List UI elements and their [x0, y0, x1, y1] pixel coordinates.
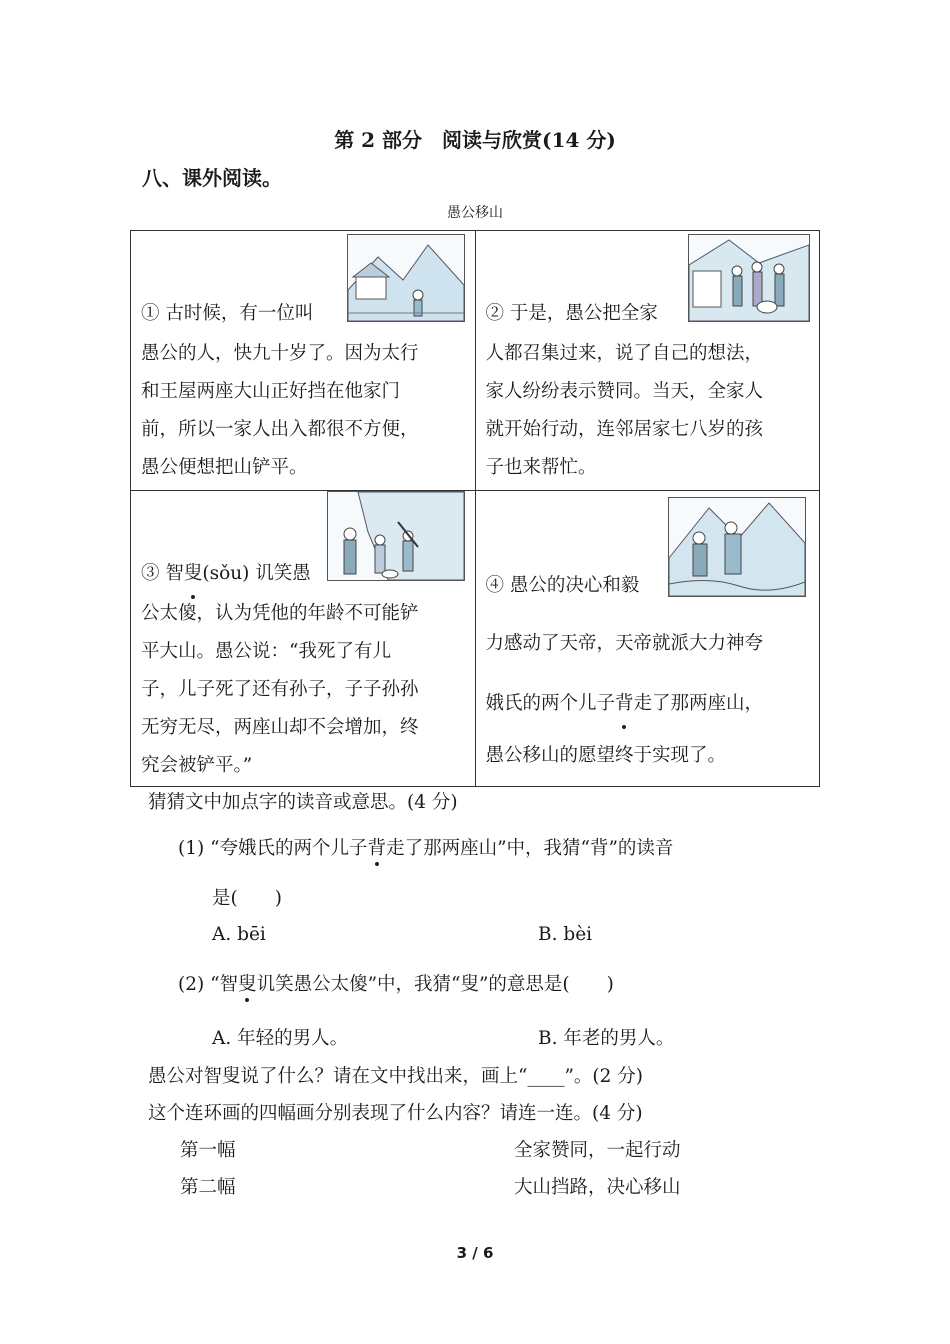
panel-4-line — [486, 685, 764, 723]
match-left-item: 第一幅 — [180, 1140, 236, 1161]
q1-1-a: (1) “夸娥氏的两个儿子 — [178, 838, 368, 859]
question-1-2 — [178, 970, 614, 996]
q1-1-b: 走了那两座山”中，我猜“背”的读音 — [386, 838, 674, 859]
question-1-1 — [178, 834, 673, 860]
comic-panels-table — [130, 230, 820, 787]
panel-1-line: 愚公便想把山铲平。 — [141, 457, 308, 478]
option-b: B. 年老的男人。 — [538, 1028, 675, 1049]
panel-2-line: 就开始行动，连邻居家七八岁的孩 — [485, 419, 764, 440]
match-right-item: 全家赞同，一起行动 — [514, 1140, 681, 1161]
dotted-char-sou: 叟 — [238, 970, 257, 996]
panel-4-illustration — [668, 497, 806, 597]
panel-1-first-line: ① 古时候，有一位叫 — [141, 303, 314, 324]
panel-2-line: 子也来帮忙。 — [485, 457, 597, 478]
panel-4-line3-a: 娥氏的两个儿子 — [485, 693, 616, 714]
panel-2-line: 人都召集过来，说了自己的想法， — [485, 343, 764, 364]
dotted-char-bei: 背 — [615, 685, 634, 723]
page-number: 3 / 6 — [456, 1244, 494, 1262]
part-title: 第 2 部分 阅读与欣赏(14 分) — [334, 128, 616, 152]
panel-3-illustration — [327, 491, 465, 581]
question-3: 这个连环画的四幅画分别表现了什么内容？请连一连。(4 分) — [148, 1103, 643, 1124]
panel-3-line: 究会被铲平。” — [141, 755, 253, 776]
panel-4-first-line: ④ 愚公的决心和毅 — [485, 575, 640, 596]
panel-3 — [131, 491, 476, 787]
match-right-item: 大山挡路，决心移山 — [514, 1177, 681, 1198]
option-a: A. bēi — [212, 924, 266, 945]
question-2: 愚公对智叟说了什么？请在文中找出来，画上“____”。(2 分) — [148, 1066, 644, 1087]
q1-2-b: 讥笑愚公太傻”中，我猜“叟”的意思是( ) — [256, 974, 614, 995]
q1-2-a: (2) “智 — [178, 974, 239, 995]
panel-3-line: 无穷无尽，两座山却不会增加，终 — [141, 717, 419, 738]
panel-3-line: 平大山。愚公说：“我死了有儿 — [141, 641, 391, 662]
panel-3-first-a: ③ 智 — [141, 563, 184, 584]
panel-3-line: 子，儿子死了还有孙子，子子孙孙 — [141, 679, 419, 700]
story-title: 愚公移山 — [447, 205, 503, 221]
panel-1-line: 和王屋两座大山正好挡在他家门 — [141, 381, 401, 402]
panel-2-first-line: ② 于是，愚公把全家 — [485, 303, 658, 324]
panel-4 — [475, 491, 820, 787]
dotted-char-bei: 背 — [368, 834, 387, 860]
question-1-stem: 猜猜文中加点字的读音或意思。(4 分) — [148, 792, 458, 813]
panel-4-line3-b: 走了那两座山， — [633, 693, 764, 714]
dotted-char-sou: 叟 — [184, 555, 203, 593]
panel-1 — [131, 231, 476, 491]
match-left-item: 第二幅 — [180, 1177, 236, 1198]
panel-4-line: 愚公移山的愿望终于实现了。 — [485, 745, 727, 766]
option-b: B. bèi — [538, 924, 593, 945]
panel-1-line: 愚公的人，快九十岁了。因为太行 — [141, 343, 419, 364]
option-a: A. 年轻的男人。 — [212, 1028, 349, 1049]
panel-3-first-b: (sǒu) 讥笑愚 — [202, 563, 311, 584]
panel-3-first-line — [141, 555, 311, 593]
panel-2-line: 家人纷纷表示赞同。当天，全家人 — [485, 381, 764, 402]
panel-2-illustration — [688, 234, 810, 322]
panel-1-illustration — [347, 234, 465, 322]
section-heading: 八、课外阅读。 — [142, 166, 282, 190]
panel-2 — [475, 231, 820, 491]
panel-1-line: 前，所以一家人出入都很不方便， — [141, 419, 419, 440]
panel-4-line: 力感动了天帝，天帝就派大力神夸 — [485, 633, 764, 654]
question-1-1-answer-blank: 是( ) — [212, 888, 282, 909]
panel-3-line: 公太傻，认为凭他的年龄不可能铲 — [141, 603, 419, 624]
